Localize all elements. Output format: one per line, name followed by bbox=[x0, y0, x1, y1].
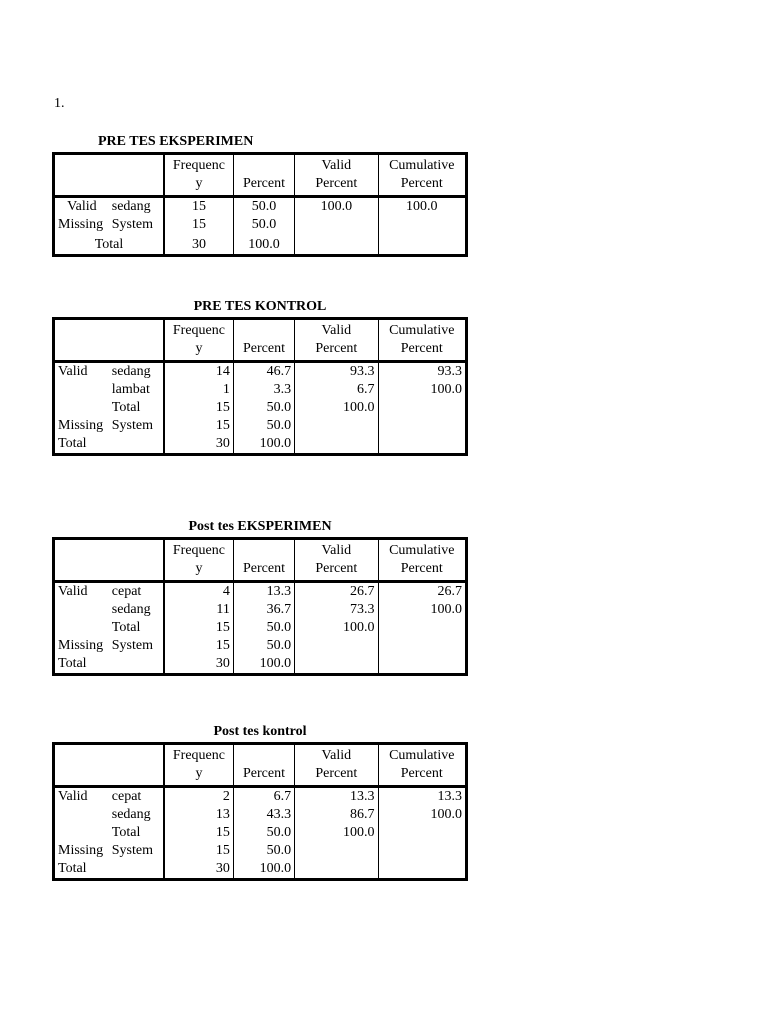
page-number: 1. bbox=[54, 96, 65, 111]
cell-cumulative-percent bbox=[378, 399, 466, 417]
row-group bbox=[54, 381, 109, 399]
header-frequency-line1: Frequenc bbox=[172, 158, 225, 173]
table-title: PRE TES KONTROL bbox=[193, 299, 327, 314]
table-block-pre-tes-eksperimen bbox=[52, 132, 468, 257]
table-row bbox=[54, 216, 467, 234]
frequency-table bbox=[52, 742, 468, 881]
row-group: Total bbox=[58, 656, 87, 671]
row-group bbox=[54, 601, 109, 619]
row-group: Valid bbox=[58, 364, 88, 379]
row-label: sedang bbox=[109, 197, 164, 217]
cell-cumulative-percent: 100.0 bbox=[406, 199, 438, 214]
header-frequency bbox=[164, 744, 233, 787]
cell-percent: 50.0 bbox=[233, 216, 294, 234]
cell-valid-percent bbox=[295, 417, 378, 435]
cell-valid-percent: 26.7 bbox=[295, 582, 378, 602]
header-cumulative-line2: Percent bbox=[400, 766, 443, 781]
header-valid-line2: Percent bbox=[315, 561, 358, 576]
cell-frequency: 30 bbox=[164, 860, 233, 880]
row-group: Valid bbox=[67, 199, 97, 214]
cell-cumulative-percent bbox=[378, 435, 466, 455]
table-row bbox=[54, 399, 467, 417]
header-valid-line1: Valid bbox=[321, 158, 352, 173]
cell-valid-percent bbox=[295, 234, 378, 256]
cell-cumulative-percent: 100.0 bbox=[430, 602, 462, 617]
table-row bbox=[54, 435, 467, 455]
header-frequency-line2: y bbox=[195, 176, 203, 191]
cell-cumulative-percent bbox=[378, 234, 466, 256]
cell-percent: 46.7 bbox=[233, 362, 294, 382]
row-group: Total bbox=[58, 436, 87, 451]
cell-percent: 50.0 bbox=[233, 197, 294, 217]
table-row bbox=[54, 860, 467, 880]
cell-frequency: 15 bbox=[164, 197, 233, 217]
table-row bbox=[54, 787, 467, 807]
row-group bbox=[54, 806, 109, 824]
row-label: Total bbox=[109, 399, 164, 417]
header-row bbox=[54, 319, 467, 362]
cell-percent: 100.0 bbox=[233, 234, 294, 256]
row-group: Missing bbox=[58, 418, 104, 433]
header-row bbox=[54, 539, 467, 582]
cell-frequency: 15 bbox=[164, 417, 233, 435]
cell-frequency: 14 bbox=[164, 362, 233, 382]
header-cumulative-line2: Percent bbox=[400, 561, 443, 576]
cell-cumulative-percent bbox=[378, 637, 466, 655]
row-label: sedang bbox=[109, 806, 164, 824]
cell-frequency: 11 bbox=[164, 601, 233, 619]
header-valid-percent bbox=[295, 154, 378, 197]
cell-percent: 50.0 bbox=[233, 842, 294, 860]
cell-frequency: 30 bbox=[164, 234, 233, 256]
header-valid-line1: Valid bbox=[321, 748, 352, 763]
table-row bbox=[54, 197, 467, 217]
header-frequency-line1: Frequenc bbox=[172, 543, 225, 558]
header-valid-percent bbox=[295, 539, 378, 582]
cell-valid-percent bbox=[295, 216, 378, 234]
cell-cumulative-percent bbox=[378, 842, 466, 860]
header-valid-line1: Valid bbox=[321, 543, 352, 558]
cell-frequency: 15 bbox=[164, 637, 233, 655]
cell-cumulative-percent bbox=[378, 824, 466, 842]
row-group bbox=[54, 399, 109, 417]
row-label: System bbox=[109, 637, 164, 655]
row-group: Missing bbox=[58, 638, 104, 653]
cell-cumulative-percent: 100.0 bbox=[430, 382, 462, 397]
header-row bbox=[54, 154, 467, 197]
cell-cumulative-percent bbox=[378, 216, 466, 234]
row-group: Total bbox=[54, 234, 165, 256]
cell-cumulative-percent: 26.7 bbox=[437, 584, 462, 599]
cell-valid-percent: 13.3 bbox=[295, 787, 378, 807]
cell-valid-percent bbox=[295, 435, 378, 455]
row-label: lambat bbox=[109, 381, 164, 399]
cell-frequency: 13 bbox=[164, 806, 233, 824]
header-blank bbox=[54, 154, 165, 197]
cell-cumulative-percent bbox=[378, 860, 466, 880]
table-block-pre-tes-kontrol bbox=[52, 297, 468, 456]
cell-frequency: 30 bbox=[164, 435, 233, 455]
cell-frequency: 15 bbox=[164, 399, 233, 417]
cell-cumulative-percent bbox=[378, 417, 466, 435]
header-percent: Percent bbox=[233, 319, 294, 362]
cell-cumulative-percent bbox=[378, 619, 466, 637]
table-block-post-tes-eksperimen bbox=[52, 517, 468, 676]
header-valid-line2: Percent bbox=[315, 176, 358, 191]
frequency-table bbox=[52, 317, 468, 456]
row-group: Missing bbox=[58, 843, 104, 858]
table-title: Post tes EKSPERIMEN bbox=[188, 519, 332, 534]
cell-valid-percent: 100.0 bbox=[295, 824, 378, 842]
cell-percent: 100.0 bbox=[233, 860, 294, 880]
cell-valid-percent bbox=[295, 860, 378, 880]
frequency-table bbox=[52, 537, 468, 676]
cell-percent: 50.0 bbox=[233, 399, 294, 417]
row-label: sedang bbox=[109, 362, 164, 382]
header-cumulative-percent bbox=[378, 539, 466, 582]
cell-cumulative-percent: 100.0 bbox=[430, 807, 462, 822]
table-row bbox=[54, 806, 467, 824]
header-cumulative-percent bbox=[378, 319, 466, 362]
cell-valid-percent: 93.3 bbox=[295, 362, 378, 382]
cell-percent: 100.0 bbox=[233, 655, 294, 675]
header-percent: Percent bbox=[233, 539, 294, 582]
cell-valid-percent: 6.7 bbox=[295, 381, 378, 399]
table-block-post-tes-kontrol bbox=[52, 722, 468, 881]
cell-percent: 13.3 bbox=[233, 582, 294, 602]
header-percent: Percent bbox=[233, 744, 294, 787]
header-frequency-line1: Frequenc bbox=[172, 748, 225, 763]
row-group: Missing bbox=[58, 217, 104, 232]
cell-valid-percent: 86.7 bbox=[295, 806, 378, 824]
cell-frequency: 15 bbox=[164, 824, 233, 842]
table-title: Post tes kontrol bbox=[213, 724, 307, 739]
row-label: Total bbox=[109, 824, 164, 842]
cell-valid-percent: 100.0 bbox=[295, 619, 378, 637]
header-cumulative-line2: Percent bbox=[400, 341, 443, 356]
cell-frequency: 15 bbox=[164, 842, 233, 860]
header-cumulative-percent bbox=[378, 154, 466, 197]
row-label: System bbox=[109, 417, 164, 435]
header-valid-line1: Valid bbox=[321, 323, 352, 338]
cell-percent: 50.0 bbox=[233, 637, 294, 655]
row-group bbox=[54, 824, 109, 842]
row-group: Valid bbox=[58, 584, 88, 599]
table-row bbox=[54, 601, 467, 619]
cell-percent: 50.0 bbox=[233, 417, 294, 435]
row-group bbox=[54, 619, 109, 637]
row-label: System bbox=[109, 216, 164, 234]
header-valid-percent bbox=[295, 319, 378, 362]
header-cumulative-percent bbox=[378, 744, 466, 787]
row-label: cepat bbox=[109, 787, 164, 807]
header-cumulative-line1: Cumulative bbox=[389, 748, 455, 763]
table-row bbox=[54, 582, 467, 602]
header-frequency bbox=[164, 319, 233, 362]
cell-percent: 50.0 bbox=[233, 619, 294, 637]
header-cumulative-line1: Cumulative bbox=[389, 323, 455, 338]
row-label bbox=[109, 860, 164, 880]
table-row bbox=[54, 234, 467, 256]
header-cumulative-line1: Cumulative bbox=[389, 543, 455, 558]
header-blank bbox=[54, 319, 165, 362]
table-row bbox=[54, 619, 467, 637]
header-cumulative-line2: Percent bbox=[400, 176, 443, 191]
table-row bbox=[54, 637, 467, 655]
header-frequency bbox=[164, 154, 233, 197]
table-row bbox=[54, 362, 467, 382]
cell-cumulative-percent: 13.3 bbox=[437, 789, 462, 804]
cell-percent: 3.3 bbox=[233, 381, 294, 399]
row-label bbox=[109, 655, 164, 675]
header-frequency bbox=[164, 539, 233, 582]
cell-percent: 43.3 bbox=[233, 806, 294, 824]
row-label: cepat bbox=[109, 582, 164, 602]
header-blank bbox=[54, 744, 165, 787]
cell-frequency: 4 bbox=[164, 582, 233, 602]
header-valid-line2: Percent bbox=[315, 341, 358, 356]
cell-frequency: 1 bbox=[164, 381, 233, 399]
header-valid-percent bbox=[295, 744, 378, 787]
header-blank bbox=[54, 539, 165, 582]
cell-valid-percent: 73.3 bbox=[295, 601, 378, 619]
frequency-table bbox=[52, 152, 468, 257]
cell-cumulative-percent bbox=[378, 655, 466, 675]
cell-cumulative-percent: 93.3 bbox=[437, 364, 462, 379]
table-row bbox=[54, 381, 467, 399]
header-row bbox=[54, 744, 467, 787]
cell-valid-percent bbox=[295, 637, 378, 655]
header-frequency-line2: y bbox=[195, 766, 203, 781]
row-group: Valid bbox=[58, 789, 88, 804]
table-title: PRE TES EKSPERIMEN bbox=[98, 134, 254, 149]
header-cumulative-line1: Cumulative bbox=[389, 158, 455, 173]
cell-percent: 6.7 bbox=[233, 787, 294, 807]
header-frequency-line2: y bbox=[195, 561, 203, 576]
cell-valid-percent: 100.0 bbox=[295, 197, 378, 217]
cell-frequency: 30 bbox=[164, 655, 233, 675]
row-label: Total bbox=[109, 619, 164, 637]
table-row bbox=[54, 824, 467, 842]
cell-valid-percent bbox=[295, 842, 378, 860]
cell-percent: 100.0 bbox=[233, 435, 294, 455]
table-row bbox=[54, 842, 467, 860]
row-group: Total bbox=[58, 861, 87, 876]
row-label: sedang bbox=[109, 601, 164, 619]
cell-frequency: 2 bbox=[164, 787, 233, 807]
header-valid-line2: Percent bbox=[315, 766, 358, 781]
row-label: System bbox=[109, 842, 164, 860]
cell-percent: 50.0 bbox=[233, 824, 294, 842]
table-row bbox=[54, 655, 467, 675]
header-frequency-line2: y bbox=[195, 341, 203, 356]
header-percent: Percent bbox=[233, 154, 294, 197]
cell-valid-percent bbox=[295, 655, 378, 675]
cell-frequency: 15 bbox=[164, 619, 233, 637]
row-label bbox=[109, 435, 164, 455]
table-row bbox=[54, 417, 467, 435]
cell-frequency: 15 bbox=[164, 216, 233, 234]
header-frequency-line1: Frequenc bbox=[172, 323, 225, 338]
cell-percent: 36.7 bbox=[233, 601, 294, 619]
cell-valid-percent: 100.0 bbox=[295, 399, 378, 417]
